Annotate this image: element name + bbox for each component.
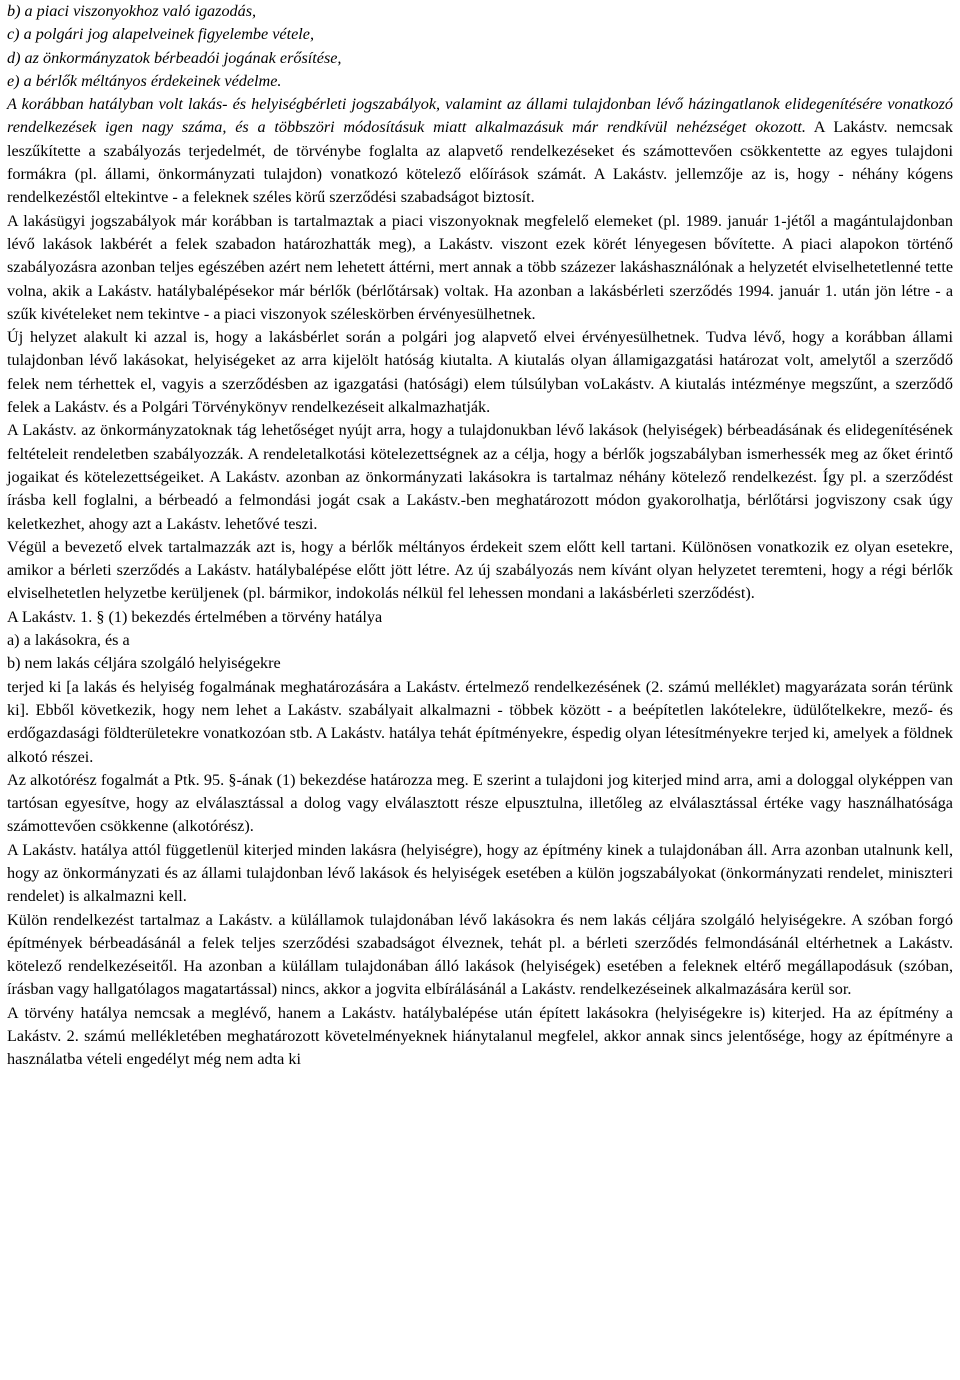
paragraph-5: Végül a bevezető elvek tartalmazzák azt is, hogy a bérlők méltányos érdekeit szem előtt kell tartani. Különösen vonatkozik ez olyan esetekre, amikor a bérleti szerződés a Lakástv. hatálybalépése előtt jött létre. Az új szabályozás nem kívánt olyan helyzetet teremteni, hogy a régi bérlők elviselhetetlen helyzetbe kerüljenek (pl. bármikor, indokolás nélkül fel lehessen mondani a lakásbérleti szerződést). — [7, 537, 953, 603]
paragraph-8: A Lakástv. hatálya attól függetlenül kiterjed minden lakásra (helyiségre), hogy az építmény kinek a tulajdonában áll. Arra azonban utalnunk kell, hogy az önkormányzati és az állami tulajdonban lévő lakások és helyiségek esetében a külön jogszabályokat (önkormányzati rendelet, miniszteri rendelet) is alkalmazni kell. — [7, 840, 953, 906]
paragraph-3: Új helyzet alakult ki azzal is, hogy a lakásbérlet során a polgári jog alapvető elvei érvényesülhetnek. Tudva lévő, hogy a korábban állami tulajdonban lévő lakásokat, helyiségeket az arra kijelölt hatóság kiutalta. A kiutalás olyan államigazgatási határozat volt, amelytől a szerződő felek nem térhettek el, vagyis a szerződésben az igazgatási (hatósági) elem túlsúlyban voLakástv. A kiutalás intézménye megszűnt, a szerződő felek a Lakástv. és a Polgári Törvénykönyv rendelkezéseit alkalmazhatják. — [7, 328, 953, 417]
scope-item-a: a) a lakásokra, és a — [7, 631, 130, 650]
paragraph-2: A lakásügyi jogszabályok már korábban is tartalmaztak a piaci viszonyoknak megfelelő elemeket (pl. 1989. január 1-jétől a magántulajdonban lévő lakások lakbérét a felek szabadon határozhatták meg), a Lakástv. viszont ezek körét lényegesen bővítette. A piaci alapokon történő szabályozásra azonban teljes egészében azért nem lehetett áttérni, mert annak a több százezer lakáshasználónak a helyzetét elviselhetetlenné tette volna, akik a Lakástv. hatálybalépésekor már bérlők (bérlőtársak) voltak. Ha azonban a lakásbérleti szerződés 1994. január 1. után jön létre - a szűk kivételeket nem tekintve - a piaci viszonyok széleskörben érvényesülhetnek. — [7, 211, 953, 323]
paragraph-9: Külön rendelkezést tartalmaz a Lakástv. a külállamok tulajdonában lévő lakásokra és nem lakás céljára szolgáló helyiségekre. A szóban forgó építmények bérbeadásánál a felek teljes szerződési szabadságot élveznek, tehát pl. a bérleti szerződés felmondásánál eltérhetnek a Lakástv. kötelező rendelkezéseitől. Ha azonban a külállam tulajdonában álló lakások (helyiségek) esetében a feleknek eltérő megállapodásuk (szóban, írásban vagy hallgatólagos magatartással) nincs, akkor a jogvita elbírálásánál a Lakástv. rendelkezéseinek alkalmazására kerül sor. — [7, 910, 953, 999]
paragraph-1-italic: A korábban hatályban volt lakás- és helyiségbérleti jogszabályok, valamint az állami tulajdonban lévő házingatlanok elidegenítésére vonatkozó rendelkezések igen nagy száma, és a többszöri módosításuk miatt alkalmazásuk már rendkívül nehézséget okozott. — [7, 95, 953, 137]
paragraph-4: A Lakástv. az önkormányzatoknak tág lehetőséget nyújt arra, hogy a tulajdonukban lévő lakások (helyiségek) bérbeadásának és elidegenítésének feltételeit rendeletben szabályozzák. A rendeletalkotási kötelezettségnek az a célja, hogy a bérlők jogszabályban ismerhessék meg az őket érintő jogaikat és kötelezettségeiket. A Lakástv. azonban az önkormányzati lakásokra is tartalmaz néhány kötelező rendelkezést. Így pl. a szerződést írásba kell foglalni, a bérbeadó a felmondási jogát csak a Lakástv.-ben meghatározott módon gyakorolhatja, bérlőtársi jogviszony csak úgy keletkezhet, ahogy azt a Lakástv. lehetővé teszi. — [7, 421, 953, 533]
list-item-e: e) a bérlők méltányos érdekeinek védelme. — [7, 71, 282, 90]
list-item-d: d) az önkormányzatok bérbeadói jogának erősítése, — [7, 48, 342, 67]
paragraph-1-rest: A Lakástv. nemcsak leszűkítette a szabályozás terjedelmét, de törvénybe foglalta az alapvető rendelkezéseket és számottevően csökkentette az egyes tulajdoni formákra (pl. állami, önkormányzati tulajdon) vonatkozó kötelező előírások számát. A Lakástv. jellemzője az is, hogy - néhány kógens rendelkezéstől eltekintve - a feleknek széles körű szerződési szabadságot biztosít. — [7, 118, 953, 207]
list-item-b: b) a piaci viszonyokhoz való igazodás, — [7, 2, 257, 20]
document-page — [7, 0, 953, 1072]
scope-item-b: b) nem lakás céljára szolgáló helyiségekre — [7, 654, 281, 673]
paragraph-6: terjed ki [a lakás és helyiség fogalmának meghatározására a Lakástv. értelmező rendelkezésének (2. számú melléklet) magyarázata során térünk ki]. Ebből következik, hogy nem lehet a Lakástv. szabályait alkalmazni - többek között - a beépítetlen lakótelekre, üdülőtelkekre, mező- és erdőgazdasági földterületekre vonatkozóan stb. A Lakástv. hatálya tehát építményekre, éspedig olyan létesítményekre terjed ki, amelyek a földnek alkotó részei. — [7, 677, 953, 766]
scope-intro: A Lakástv. 1. § (1) bekezdés értelmében a törvény hatálya — [7, 607, 383, 626]
paragraph-7: Az alkotórész fogalmát a Ptk. 95. §-ának (1) bekezdése határozza meg. E szerint a tulajdoni jog kiterjed mind arra, ami a dologgal olyképpen van tartósan egyesítve, hogy az elválasztással a dolog vagy elválasztott része elpusztulna, illetőleg az elválasztással értéke vagy használhatósága számottevően csökkenne (alkotórész). — [7, 770, 953, 836]
paragraph-1 — [7, 93, 953, 209]
paragraph-10: A törvény hatálya nemcsak a meglévő, hanem a Lakástv. hatálybalépése után épített lakásokra (helyiségekre is) kiterjed. Ha az építmény a Lakástv. 2. számú mellékletében meghatározott követelményeknek hiánytalanul megfelel, akkor annak sincs jelentősége, hogy az építményre a használatba vételi engedélyt még nem adta ki — [7, 1003, 953, 1069]
list-item-c: c) a polgári jog alapelveinek figyelembe vétele, — [7, 25, 314, 44]
